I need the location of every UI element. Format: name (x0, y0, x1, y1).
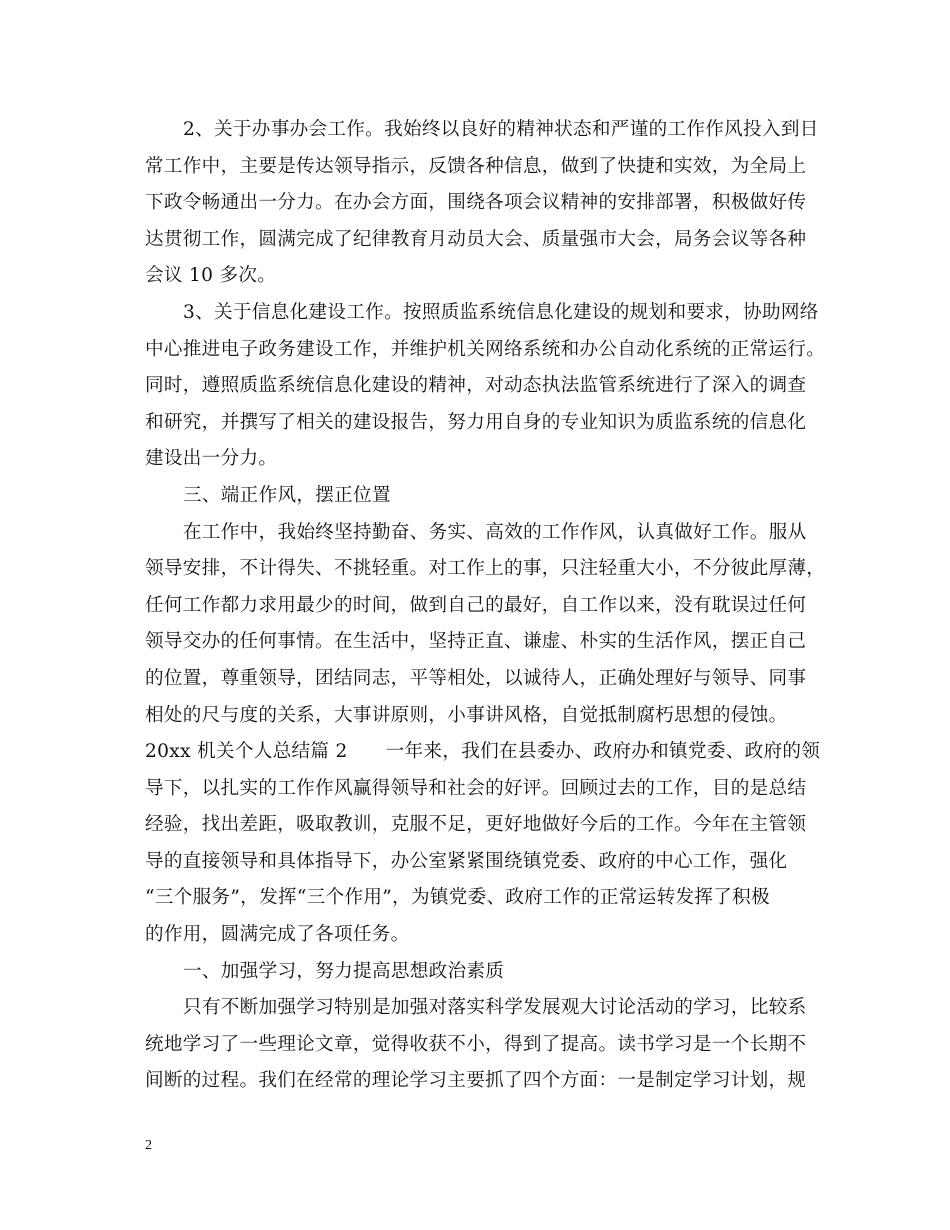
text-line: 在工作中，我始终坚持勤奋、务实、高效的工作作风，认真做好工作。服从 (183, 521, 807, 543)
text-line: 间断的过程。我们在经常的理论学习主要抓了四个方面：一是制定学习计划，规 (145, 1070, 807, 1092)
text-line: 领导安排，不计得失、不挑轻重。对工作上的事，只注轻重大小，不分彼此厚薄， (145, 558, 826, 580)
text-line: 统地学习了一些理论文章，觉得收获不小，得到了提高。读书学习是一个长期不 (145, 1033, 807, 1055)
text-line: 中心推进电子政务建设工作，并维护机关网络系统和办公自动化系统的正常运行。 (145, 338, 826, 360)
section-heading (145, 478, 805, 515)
text-line: 的位置，尊重领导，团结同志，平等相处，以诚待人，正确处理好与领导、同事 (145, 667, 807, 689)
paragraph (145, 295, 826, 478)
text-line: 下政令畅通出一分力。在办会方面，围绕各项会议精神的安排部署，积极做好传 (145, 192, 807, 214)
text-line: 的作用，圆满完成了各项任务。 (145, 924, 410, 946)
page-number: 2 (145, 1138, 152, 1153)
text-line: 3、关于信息化建设工作。按照质监系统信息化建设的规划和要求，协助网络 (183, 301, 819, 323)
text-line: 相处的尺与度的关系，大事讲原则，小事讲风格，自觉抵制腐朽思想的侵蚀。 (145, 704, 788, 726)
text-line: 同时，遵照质监系统信息化建设的精神，对动态执法监管系统进行了深入的调查 (145, 375, 807, 397)
text-fragment: 一年来，我们在县委办、政府办和镇党委、政府的领 (385, 741, 821, 763)
text-line: 建设出一分力。 (145, 448, 278, 470)
paragraph (145, 734, 821, 954)
paragraph (145, 990, 805, 1100)
text-line: 和研究，并撰写了相关的建设报告，努力用自身的专业知识为质监系统的信息化 (145, 411, 807, 433)
section-heading (145, 954, 805, 991)
text-line: 领导交办的任何事情。在生活中，坚持正直、谦虚、朴实的生活作风，摆正自己 (145, 631, 807, 653)
article-title: 20xx 机关个人总结篇 2 (145, 741, 348, 763)
paragraph (145, 112, 819, 295)
text-line (145, 734, 821, 771)
text-line: 任何工作都力求用最少的时间，做到自己的最好，自工作以来，没有耽误过任何 (145, 594, 807, 616)
text-line: 经验，找出差距，吸取教训，克服不足，更好地做好今后的工作。今年在主管领 (145, 814, 807, 836)
text-line: “三个服务”，发挥“三个作用”，为镇党委、政府工作的正常运转发挥了积极 (145, 887, 770, 909)
text-line: 常工作中，主要是传达领导指示，反馈各种信息，做到了快捷和实效，为全局上 (145, 155, 807, 177)
text-line: 只有不断加强学习特别是加强对落实科学发展观大讨论活动的学习，比较系 (183, 997, 807, 1019)
document-body (145, 112, 826, 1100)
paragraph (145, 515, 826, 735)
text-line: 会议 10 多次。 (145, 265, 277, 287)
heading-line: 三、端正作风，摆正位置 (183, 484, 391, 506)
text-line: 导下，以扎实的工作作风赢得领导和社会的好评。回顾过去的工作，目的是总结 (145, 777, 807, 799)
heading-line: 一、加强学习，努力提高思想政治素质 (183, 960, 505, 982)
text-line: 2、关于办事办会工作。我始终以良好的精神状态和严谨的工作作风投入到日 (183, 119, 819, 140)
text-line: 导的直接领导和具体指导下，办公室紧紧围绕镇党委、政府的中心工作，强化 (145, 850, 788, 872)
text-line: 达贯彻工作，圆满完成了纪律教育月动员大会、质量强市大会，局务会议等各种 (145, 228, 807, 250)
